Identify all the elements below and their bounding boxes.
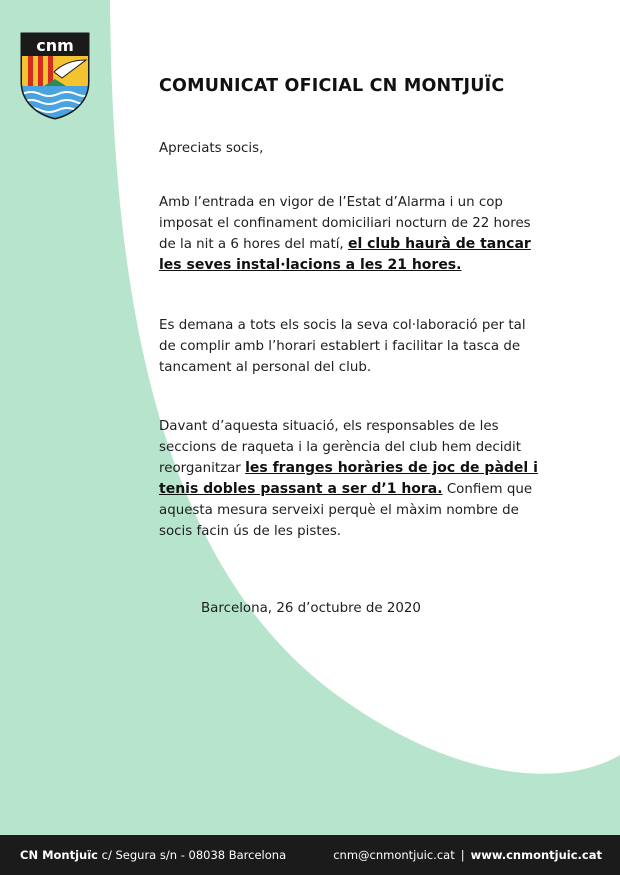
footer-brand: CN Montjuïc — [20, 848, 98, 862]
emphasis-closing-time: el club haurà de tancar les seves instal·lacions a les 21 hores. — [159, 236, 531, 273]
paragraph-text: Confiem que aquesta mesura serveixi perquè el màxim nombre de socis facin ús de les pistes. — [159, 482, 533, 539]
footer-address-block — [20, 848, 286, 862]
footer-email-link[interactable]: cnm@cnmontjuic.cat — [333, 848, 455, 862]
emphasis-time-slots: les franges horàries de joc de pàdel i tenis dobles passant a ser d’1 hora. — [159, 460, 538, 497]
page-title: COMUNICAT OFICIAL CN MONTJUÏC — [159, 76, 505, 96]
paragraph-text: Amb l’entrada en vigor de l’Estat d’Alarma i un cop imposat el confinament domiciliari nocturn de 22 hores de la nit a 6 hores del matí, — [159, 195, 531, 252]
footer-separator: | — [460, 848, 465, 862]
footer — [0, 835, 620, 875]
paragraph-curfew — [159, 192, 539, 276]
footer-contact-block — [333, 848, 602, 862]
club-logo — [18, 30, 92, 120]
club-crest-icon — [18, 30, 92, 120]
paragraph-reorganization — [159, 416, 539, 542]
logo-text: cnm — [36, 36, 74, 55]
greeting: Apreciats socis, — [159, 141, 264, 156]
footer-address: c/ Segura s/n - 08038 Barcelona — [97, 848, 287, 862]
dateline: Barcelona, 26 d’octubre de 2020 — [201, 601, 421, 616]
paragraph-text: Davant d’aquesta situació, els responsables de les seccions de raqueta i la gerència del club hem decidit reorganitzar — [159, 419, 521, 476]
footer-website-link[interactable]: www.cnmontjuic.cat — [470, 848, 602, 862]
paragraph-collaboration: Es demana a tots els socis la seva col·laboració per tal de complir amb l’horari establert i facilitar la tasca de tancament al personal del club. — [159, 318, 526, 375]
